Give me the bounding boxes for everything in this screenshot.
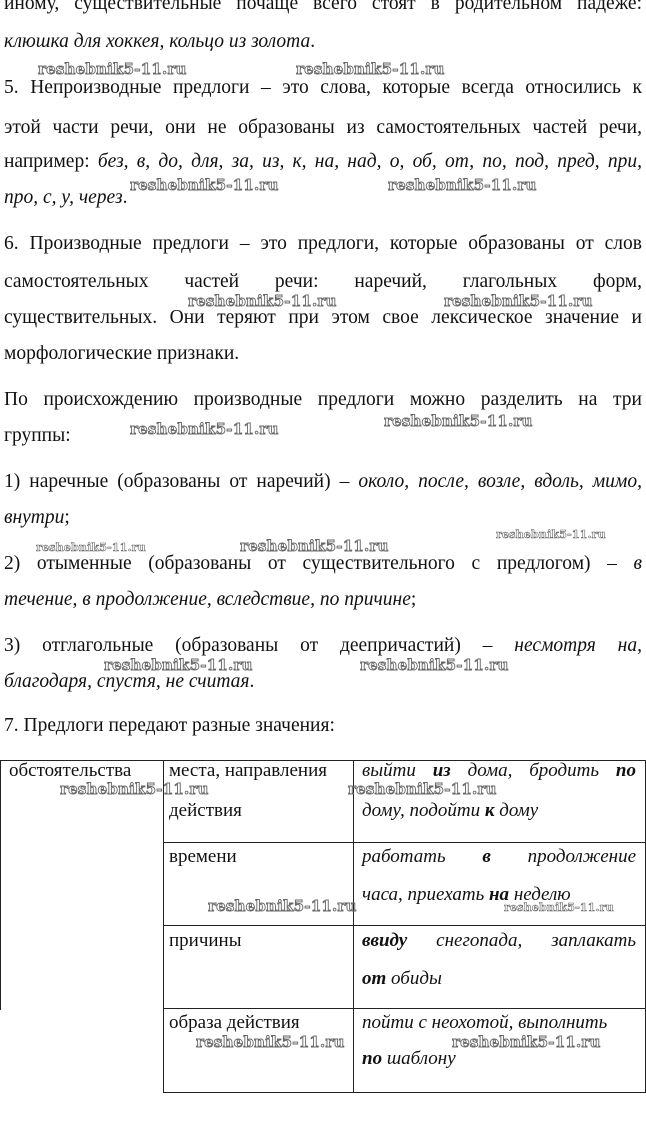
table-cell-example (362, 1008, 607, 1038)
preposition-bold: к (484, 800, 495, 821)
watermark: reshebnik5-11.ru (130, 176, 279, 194)
example-text: неделю (509, 884, 571, 905)
example-text: внутри (4, 507, 65, 528)
watermark: reshebnik5-11.ru (104, 656, 253, 674)
text-span: По происхождению производные предлоги можно разделить на три (4, 389, 642, 410)
watermark: reshebnik5-11.ru (208, 897, 357, 915)
example-text: несмотря на, (514, 635, 642, 656)
table-cell-category (9, 756, 131, 786)
example-text: обиды (386, 968, 442, 989)
watermark: reshebnik5-11.ru (496, 528, 606, 541)
text-span: группы: (4, 425, 71, 446)
example-text: дома, бродить (450, 760, 616, 781)
meaning-label: места, направления (169, 760, 327, 781)
text-span: 5. Непроизводные предлоги – это слова, которые всегда относились к (4, 77, 642, 98)
example-text: без, в, до, для, за, из, к, на, над, о, об, от, по, под, пред, при, (97, 151, 642, 172)
group-3-line-2 (4, 670, 642, 694)
watermark: reshebnik5-11.ru (296, 60, 445, 78)
text-span: 1) наречные (образованы от наречий) – (4, 471, 359, 492)
meaning-label: образа действия (169, 1012, 300, 1033)
example-text: часа, приехать (362, 884, 489, 905)
paragraph-5-line-1 (4, 76, 642, 100)
watermark: reshebnik5-11.ru (384, 412, 533, 430)
text-line (4, 0, 642, 16)
text-span: 3) отглагольные (образованы от деепричастий) – (4, 635, 515, 656)
example-text: шаблону (382, 1048, 456, 1069)
text-span: 7. Предлоги передают разные значения: (4, 715, 335, 736)
text-span: например: (4, 151, 98, 172)
watermark: reshebnik5-11.ru (348, 780, 497, 798)
example-text: благодаря, спустя, не считая (4, 671, 250, 692)
table-cell-example (362, 842, 636, 872)
paragraph-5-line-3 (4, 150, 642, 174)
example-text: дому, подойти (362, 800, 485, 821)
watermark: reshebnik5-11.ru (196, 1033, 345, 1051)
preposition-bold: по (362, 1048, 383, 1069)
group-2-line-1 (4, 552, 642, 576)
preposition-bold: на (489, 884, 510, 905)
example-text: пойти с неохотой, выполнить (362, 1012, 608, 1033)
table-cell-example (362, 964, 442, 994)
paragraph-8 (4, 714, 642, 738)
text-span: . (122, 187, 128, 208)
preposition-bold: по (615, 760, 636, 781)
text-span: 6. Производные предлоги – это предлоги, которые образованы от слов (4, 233, 642, 254)
example-text: продолжение (527, 846, 636, 867)
table-cell-example (362, 880, 571, 910)
example-text: выйти (362, 760, 433, 781)
preposition-bold: ввиду (362, 930, 408, 951)
table-cell-meaning (169, 926, 242, 956)
table-cell-example (362, 756, 636, 786)
paragraph-6-line-3 (4, 306, 642, 330)
text-line (4, 30, 642, 54)
group-3-line-1 (4, 634, 642, 658)
watermark: reshebnik5-11.ru (388, 176, 537, 194)
example-text: течение, в продолжение, вследствие, по причине (4, 589, 411, 610)
table-border (163, 1092, 646, 1093)
paragraph-6-line-4 (4, 342, 642, 366)
preposition-bold: из (432, 760, 451, 781)
paragraph-7-line-2 (4, 424, 642, 448)
group-1-line-2 (4, 506, 642, 530)
table-cell-meaning (169, 756, 327, 786)
paragraph-5-line-4 (4, 186, 642, 210)
group-1-line-1 (4, 470, 642, 494)
watermark: reshebnik5-11.ru (240, 537, 389, 555)
table-cell-example (362, 926, 636, 956)
meaning-label: действия (169, 800, 242, 821)
watermark: reshebnik5-11.ru (360, 656, 509, 674)
category-label: обстоятельства (9, 760, 132, 781)
text-span: морфологические признаки. (4, 343, 240, 364)
watermark: reshebnik5-11.ru (444, 292, 593, 310)
watermark: reshebnik5-11.ru (188, 292, 337, 310)
table-border (353, 760, 354, 1092)
paragraph-6-line-2 (4, 270, 642, 294)
text-span: ; (64, 507, 70, 528)
example-text: клюшка для хоккея, кольцо из золота (4, 31, 311, 52)
table-border (163, 760, 164, 1092)
watermark: reshebnik5-11.ru (36, 541, 146, 554)
group-2-line-2 (4, 588, 642, 612)
paragraph-7-line-1 (4, 388, 642, 412)
text-span: самостоятельных частей речи: наречий, глагольных форм, (4, 271, 642, 292)
watermark: reshebnik5-11.ru (130, 420, 279, 438)
table-cell-example (362, 1044, 456, 1074)
table-cell-meaning (169, 842, 237, 872)
example-text: около, после, возле, вдоль, мимо, (358, 471, 642, 492)
table-cell-meaning (169, 1008, 300, 1038)
table-cell-meaning (169, 796, 242, 826)
text-span: иному, существительные почаще всего стоят в родительном падеже: (4, 0, 642, 14)
table-cell-example (362, 796, 538, 826)
example-text: заплакать (551, 930, 636, 951)
preposition-bold: от (362, 968, 387, 989)
watermark: reshebnik5-11.ru (60, 780, 209, 798)
text-span: . (249, 671, 255, 692)
meaning-label: причины (169, 930, 242, 951)
text-span: . (310, 31, 316, 52)
meaning-label: времени (169, 846, 237, 867)
watermark: reshebnik5-11.ru (504, 901, 614, 914)
watermark: reshebnik5-11.ru (452, 1033, 601, 1051)
example-text: про, с, у, через (4, 187, 123, 208)
text-span: ; (410, 589, 417, 610)
example-text: дому (494, 800, 539, 821)
paragraph-6-line-1 (4, 232, 642, 256)
text-span: этой части речи, они не образованы из самостоятельных частей речи, (4, 117, 642, 138)
example-text: снегопада, (436, 930, 523, 951)
watermark: reshebnik5-11.ru (38, 60, 187, 78)
example-text: работать (362, 846, 446, 867)
preposition-bold: в (482, 846, 491, 867)
example-text: в (633, 553, 642, 574)
paragraph-5-line-2 (4, 116, 642, 140)
table-border (0, 760, 1, 1010)
text-span: существительных. Они теряют при этом свое лексическое значение и (4, 307, 642, 328)
text-span: 2) отыменные (образованы от существительного с предлогом) – (4, 553, 634, 574)
